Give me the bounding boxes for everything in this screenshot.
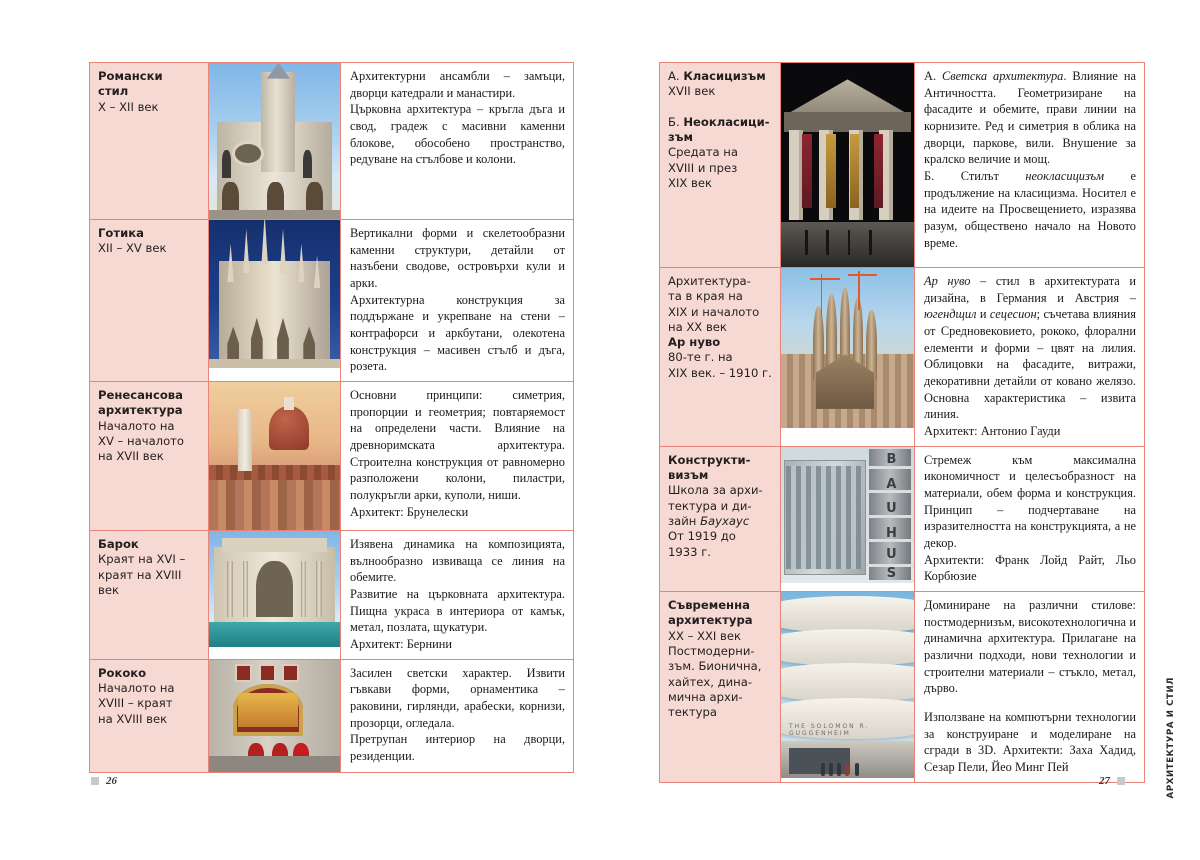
baroque-trevi-fountain-photo <box>209 531 340 647</box>
style-period-line: тектура <box>668 705 717 720</box>
style-image-cell-classicism <box>781 63 915 268</box>
table-row <box>90 659 574 772</box>
style-label-cell-rococo <box>90 659 209 772</box>
description-block: Стремеж към максимална икономичност и целесъобразност на материали, обем форма и конструкция. Принцип – подчертаване на изразителността на конструкцията, а не декор. Архитекти: Франк Лойд Райт, Льо Корбюзие <box>924 452 1136 584</box>
style-period-line: Началото на <box>98 681 175 696</box>
style-name-bold-cont: зъм <box>668 130 693 145</box>
style-period-line: XIX и началото <box>668 304 760 319</box>
right-page-folio <box>1099 775 1125 787</box>
style-name-line: Ренесансова <box>98 388 183 403</box>
style-period-line: XV – началото <box>98 433 185 448</box>
description-paragraph: Засилен светски характер. Извити гъвкави форми, орнаментика – раковини, гирлянди, арабески, корнизи, прозорци, огледала. <box>350 665 565 730</box>
style-name-line: стил <box>98 84 129 99</box>
style-label-cell-contemporary <box>660 592 781 783</box>
style-label-cell-classicism <box>660 63 781 268</box>
table-row <box>90 531 574 660</box>
style-description-cell-renaissance <box>341 382 574 531</box>
style-name-line-a: А. Класицизъм <box>668 69 766 83</box>
style-label-cell-renaissance <box>90 382 209 531</box>
style-description-cell-art-nouveau <box>915 268 1145 447</box>
style-description-cell-contemporary <box>915 592 1145 783</box>
folio-square-icon <box>1117 777 1125 785</box>
architect-line: Архитект: Брунелески <box>350 504 469 519</box>
style-name-line: архитектура <box>668 613 753 628</box>
style-name-line-b: Б. Неокласици- <box>668 114 770 129</box>
left-page-folio <box>91 775 117 787</box>
folio-square-icon <box>91 777 99 785</box>
style-period-line: мична архи- <box>668 689 743 704</box>
romanesque-basilica-photo <box>209 63 340 219</box>
table-row <box>660 446 1145 591</box>
style-period-line: краят на XVIII <box>98 567 182 582</box>
table-row <box>660 268 1145 447</box>
style-name-bold: Неокласици- <box>683 114 770 129</box>
style-name-line: архитектура <box>98 403 183 418</box>
style-period-line: хайтех, дина- <box>668 674 753 689</box>
style-image-cell-constructivism <box>781 446 915 591</box>
table-row <box>660 63 1145 268</box>
classicism-neoclassical-portico-night-photo <box>781 63 914 267</box>
description-block: Ар нуво – стил в архитектурата и дизайна, в Германия и Австрия – югендщил и сецесион; съчетава влияния от Средновековието, рококо, флорални елементи и форми – цвят на лилия. Облицовки на фасадите, витражи, декоративни детайли от ковано желязо. Основна характеристика – извита линия. Архитект: Антонио Гауди <box>924 274 1136 439</box>
description-paragraph: Архитектурни ансамбли – замъци, дворци катедрали и манастири. <box>350 69 565 100</box>
style-period-line: От 1919 до <box>668 529 736 544</box>
description-paragraph: Вертикални форми и скелетообразни каменни структури, детайли от назъбени сводове, островърхи кули и арки. <box>350 226 565 291</box>
chapter-side-tab: АРХИТЕКТУРА И СТИЛ <box>1166 676 1176 798</box>
museum-sign-text: THE SOLOMON R. GUGGENHEIM <box>788 723 870 738</box>
page-number: 26 <box>106 775 117 787</box>
style-period-line: Средата на <box>668 145 738 160</box>
style-name-line: Съвременна <box>668 598 750 613</box>
description-paragraph: Основни принципи: симетрия, пропорции и геометрия; повтаряемост на определени части. Влияние на древноримската архитектура. Строителна конструкция от равномерно разположени колони, пиластри, полукръгли арки, куполи, ниши. <box>350 388 565 503</box>
style-period-line: век <box>98 582 119 597</box>
style-name-line: Готика <box>98 226 144 240</box>
description-paragraph: Изявена динамика на композицията, вълнообразно извиваща се линия на обемите. <box>350 537 565 585</box>
art-nouveau-sagrada-familia-photo <box>781 268 914 428</box>
contemporary-guggenheim-museum-photo <box>781 592 914 778</box>
style-description-cell-romanesque <box>341 63 574 220</box>
gothic-milan-cathedral-photo <box>209 220 340 368</box>
school-name-line <box>668 514 773 529</box>
table-row <box>90 63 574 220</box>
style-image-cell-romanesque <box>209 63 341 220</box>
style-period-line: X – XII век <box>98 99 159 114</box>
style-period-line: на XX век <box>668 319 727 334</box>
description-paragraph: Претрупан интериор на дворци, резиденции. <box>350 732 565 764</box>
school-name-italic: Баухаус <box>700 513 750 528</box>
style-description-cell-constructivism <box>915 446 1145 591</box>
style-image-cell-baroque <box>209 531 341 660</box>
style-period-line: XVII век <box>668 84 716 99</box>
style-image-cell-contemporary <box>781 592 915 783</box>
description-paragraph: Църковна архитектура – кръгла дъга и свод, градеж с масивни каменни блокове, обособено пространство, редуване на стълбове и колони. <box>350 102 565 167</box>
style-period-line: на XVIII век <box>98 711 168 726</box>
style-period-line: Постмодерни- <box>668 643 755 658</box>
style-period-line: на XVII век <box>98 449 164 464</box>
style-name-line: Рококо <box>98 665 147 680</box>
page-number: 27 <box>1099 775 1110 787</box>
style-name-bold: Класицизъм <box>683 69 766 83</box>
style-period-line: XVIII – краят <box>98 696 173 711</box>
style-description-cell-baroque <box>341 531 574 660</box>
style-label-cell-baroque <box>90 531 209 660</box>
description-paragraph: Развитие на църковната архитектура. Пищна украса в интериора от камък, метал, позлата, щукатури. <box>350 587 565 635</box>
style-label-cell-art-nouveau <box>660 268 781 447</box>
style-image-cell-gothic <box>209 220 341 382</box>
description-block: Доминиране на различни стилове: постмодернизъм, високотехнологична и динамична архитектура. Прилагане на различни подходи, нови технологии и строителни материали – стъкло, метал, дърво. Използване на компютърни технологии за конструиране и моделиране на сгради в 3D. Архитекти: Заха Хадид, Сезар Пели, Йео Минг Пей <box>924 598 1136 775</box>
label-blank-line <box>668 100 773 115</box>
style-period-line: тектура и ди- <box>668 498 752 513</box>
style-label-cell-constructivism <box>660 446 781 591</box>
constructivism-bauhaus-dessau-photo: B A U H U S <box>781 447 914 583</box>
rococo-townhouse-facade-photo <box>209 660 340 772</box>
style-name-line: Конструкти- <box>668 452 751 467</box>
table-row <box>90 220 574 382</box>
style-period-line: XII – XV век <box>98 241 167 256</box>
style-period-line: XX – XXI век <box>668 628 742 643</box>
style-period-line: Архитектура- <box>668 274 751 288</box>
table-row <box>660 592 1145 783</box>
style-label-cell-gothic <box>90 220 209 382</box>
style-image-cell-rococo <box>209 659 341 772</box>
school-prefix: зайн <box>668 513 701 528</box>
style-period-line: та в края на <box>668 289 743 304</box>
style-period-line: Школа за архи- <box>668 483 763 498</box>
style-period-line: Краят на XVI – <box>98 552 186 567</box>
style-name-line: Барок <box>98 537 139 552</box>
style-period-line: XIX век <box>668 176 712 191</box>
renaissance-florence-duomo-photo <box>209 382 340 530</box>
style-description-cell-gothic <box>341 220 574 382</box>
style-name-line: Романски <box>98 69 163 83</box>
style-period-line: 80-те г. на <box>668 350 733 365</box>
style-period-line: XIX век. – 1910 г. <box>668 365 772 380</box>
style-name-line: визъм <box>668 468 709 483</box>
left-page-architecture-styles-table <box>89 62 574 773</box>
style-image-cell-renaissance <box>209 382 341 531</box>
style-period-line: XVIII и през <box>668 160 738 175</box>
style-description-cell-rococo <box>341 659 574 772</box>
style-image-cell-art-nouveau <box>781 268 915 447</box>
description-paragraph: Архитектурна конструкция за поддържане и укрепване на стени – контрафорси и аркбутани, олекотена конструкция – масивен стълб и дъга, розета. <box>350 292 565 374</box>
style-label-cell-romanesque <box>90 63 209 220</box>
architect-line: Архитект: Бернини <box>350 637 453 652</box>
style-period-line: зъм. Бионична, <box>668 659 762 674</box>
style-name-line: Ар нуво <box>668 335 721 350</box>
right-page-architecture-styles-table <box>659 62 1145 783</box>
style-period-line: Началото на <box>98 418 175 433</box>
style-period-line: 1933 г. <box>668 544 711 559</box>
style-description-cell-classicism <box>915 63 1145 268</box>
table-row <box>90 382 574 531</box>
description-block: А. Светска архитектура. Влияние на Античността. Геометризиране на фасадите и обемите, прави линии на корнизите. Ред и симетрия в облика на дворци, паркове, вили. Внушение за кралско величие и мощ. Б. Стилът неокласицизъм е продължение на класицизма. Носител е на идеите на Просвещението, изразява разум, обществено начало на Новото време. <box>924 69 1136 250</box>
